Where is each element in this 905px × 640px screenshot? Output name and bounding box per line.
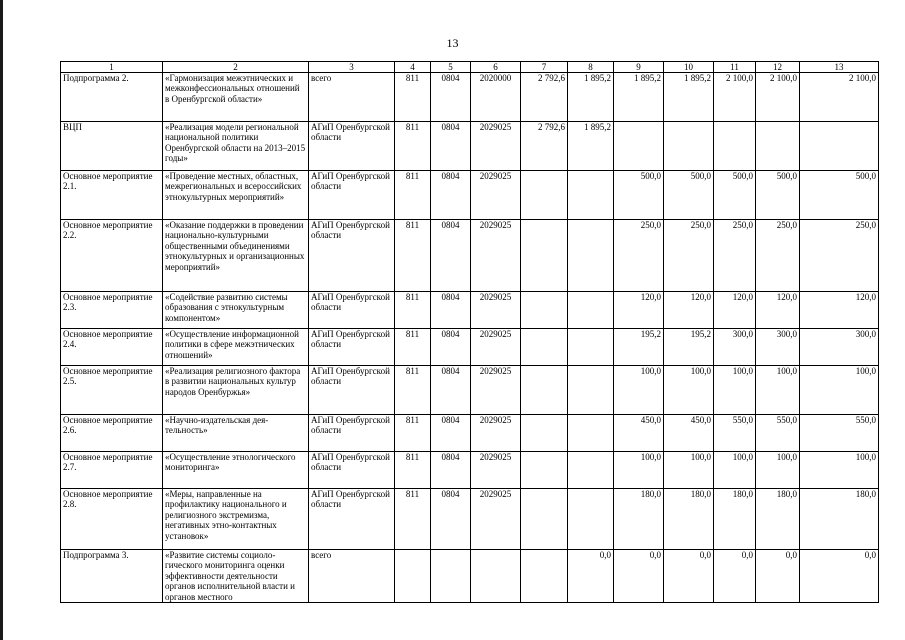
description-cell: «Реализация религиозного фактора в развитии национальных культур народов Оренбуржья» <box>163 366 309 415</box>
section-code-cell: 0804 <box>431 415 471 452</box>
column-header: 5 <box>431 62 471 73</box>
section-code-cell: 0804 <box>431 452 471 489</box>
value-col10: 0,0 <box>664 550 714 603</box>
section-code-cell: 0804 <box>431 171 471 220</box>
value-col9: 195,2 <box>614 329 664 366</box>
description-cell: «Гармонизация межэтнических и межконфессиональных отношений в Оренбургской области» <box>163 73 309 122</box>
section-code-cell <box>431 550 471 603</box>
executor-cell: всего <box>309 73 395 122</box>
value-col11: 120,0 <box>714 292 756 329</box>
value-col9: 100,0 <box>614 366 664 415</box>
value-col10: 100,0 <box>664 452 714 489</box>
executor-cell: АГиП Оренбургской области <box>309 329 395 366</box>
executor-cell: АГиП Оренбургской области <box>309 122 395 171</box>
value-col8: 1 895,2 <box>568 122 614 171</box>
section-code-cell: 0804 <box>431 220 471 292</box>
row-label: Основное мероприятие 2.8. <box>61 489 163 550</box>
value-col13 <box>800 122 879 171</box>
description-cell: «Научно-издательская деятельность» <box>163 415 309 452</box>
value-col10: 120,0 <box>664 292 714 329</box>
value-col8: 0,0 <box>568 550 614 603</box>
value-col9: 500,0 <box>614 171 664 220</box>
section-code-cell: 0804 <box>431 329 471 366</box>
description-cell: «Меры, направленные на профилактику национального и религиозного экстремизма, негативных этно-контактных установок» <box>163 489 309 550</box>
executor-cell: всего <box>309 550 395 603</box>
value-col7: 2 792,6 <box>521 122 568 171</box>
target-code-cell: 2020000 <box>471 73 521 122</box>
row-label: Основное мероприятие 2.5. <box>61 366 163 415</box>
value-col13: 2 100,0 <box>800 73 879 122</box>
target-code-cell: 2029025 <box>471 122 521 171</box>
grbs-code-cell: 811 <box>395 73 431 122</box>
value-col11: 550,0 <box>714 415 756 452</box>
description-cell: «Содействие развитию системы образования с этнокультурным компонентом» <box>163 292 309 329</box>
description-cell: «Реализация модели региональной национальной политики Оренбургской области на 2013–2015 годы» <box>163 122 309 171</box>
value-col13: 300,0 <box>800 329 879 366</box>
column-header: 3 <box>309 62 395 73</box>
column-header: 1 <box>61 62 163 73</box>
column-header: 11 <box>714 62 756 73</box>
description-cell: «Осуществление этнологического мониторинга» <box>163 452 309 489</box>
description-cell: «Осуществление информационной политики в сфере межэтнических отношений» <box>163 329 309 366</box>
target-code-cell: 2029025 <box>471 171 521 220</box>
section-code-cell: 0804 <box>431 122 471 171</box>
value-col9: 100,0 <box>614 452 664 489</box>
value-col11: 500,0 <box>714 171 756 220</box>
value-col10: 250,0 <box>664 220 714 292</box>
value-col10: 450,0 <box>664 415 714 452</box>
value-col9: 0,0 <box>614 550 664 603</box>
value-col13: 120,0 <box>800 292 879 329</box>
value-col13: 0,0 <box>800 550 879 603</box>
value-col12: 100,0 <box>756 366 800 415</box>
value-col7 <box>521 489 568 550</box>
value-col13: 500,0 <box>800 171 879 220</box>
grbs-code-cell: 811 <box>395 452 431 489</box>
value-col11: 300,0 <box>714 329 756 366</box>
value-col7 <box>521 366 568 415</box>
target-code-cell <box>471 550 521 603</box>
column-header: 13 <box>800 62 879 73</box>
row-label: Основное мероприятие 2.4. <box>61 329 163 366</box>
grbs-code-cell: 811 <box>395 415 431 452</box>
target-code-cell: 2029025 <box>471 489 521 550</box>
value-col10: 1 895,2 <box>664 73 714 122</box>
value-col12: 550,0 <box>756 415 800 452</box>
value-col12: 0,0 <box>756 550 800 603</box>
value-col13: 100,0 <box>800 366 879 415</box>
value-col8: 1 895,2 <box>568 73 614 122</box>
value-col9: 250,0 <box>614 220 664 292</box>
value-col7 <box>521 220 568 292</box>
value-col7 <box>521 329 568 366</box>
row-label: ВЦП <box>61 122 163 171</box>
table-row <box>61 550 879 603</box>
value-col11: 2 100,0 <box>714 73 756 122</box>
value-col8 <box>568 292 614 329</box>
section-code-cell: 0804 <box>431 292 471 329</box>
value-col7 <box>521 292 568 329</box>
column-header: 8 <box>568 62 614 73</box>
description-cell: «Оказание поддержки в проведении национально-культурными общественными объединениями этнокультурных и организационных мероприятий» <box>163 220 309 292</box>
target-code-cell: 2029025 <box>471 415 521 452</box>
grbs-code-cell: 811 <box>395 220 431 292</box>
value-col10: 500,0 <box>664 171 714 220</box>
executor-cell: АГиП Оренбургской области <box>309 415 395 452</box>
table-body <box>61 62 879 603</box>
executor-cell: АГиП Оренбургской области <box>309 452 395 489</box>
value-col13: 100,0 <box>800 452 879 489</box>
value-col8 <box>568 415 614 452</box>
value-col7 <box>521 171 568 220</box>
grbs-code-cell: 811 <box>395 171 431 220</box>
table-row <box>61 292 879 329</box>
value-col13: 550,0 <box>800 415 879 452</box>
value-col10: 180,0 <box>664 489 714 550</box>
page-edge <box>0 0 3 640</box>
grbs-code-cell: 811 <box>395 122 431 171</box>
table-row <box>61 329 879 366</box>
value-col12: 250,0 <box>756 220 800 292</box>
value-col11: 180,0 <box>714 489 756 550</box>
page-number: 13 <box>446 36 459 50</box>
target-code-cell: 2029025 <box>471 366 521 415</box>
value-col12 <box>756 122 800 171</box>
executor-cell: АГиП Оренбургской области <box>309 366 395 415</box>
value-col12: 120,0 <box>756 292 800 329</box>
value-col10 <box>664 122 714 171</box>
value-col9: 1 895,2 <box>614 73 664 122</box>
table-row <box>61 122 879 171</box>
section-code-cell: 0804 <box>431 73 471 122</box>
value-col11: 100,0 <box>714 366 756 415</box>
column-header: 9 <box>614 62 664 73</box>
value-col11 <box>714 122 756 171</box>
value-col7 <box>521 415 568 452</box>
table-row <box>61 415 879 452</box>
row-label: Подпрограмма 3. <box>61 550 163 603</box>
value-col10: 195,2 <box>664 329 714 366</box>
executor-cell: АГиП Оренбургской области <box>309 220 395 292</box>
target-code-cell: 2029025 <box>471 292 521 329</box>
value-col8 <box>568 489 614 550</box>
description-cell: «Развитие системы социологического мониторинга оценки эффективности деятельности органов исполнительной власти и органов местного <box>163 550 309 603</box>
value-col7 <box>521 550 568 603</box>
row-label: Основное мероприятие 2.1. <box>61 171 163 220</box>
target-code-cell: 2029025 <box>471 452 521 489</box>
column-header-row <box>61 62 879 73</box>
grbs-code-cell: 811 <box>395 329 431 366</box>
column-header: 12 <box>756 62 800 73</box>
value-col10: 100,0 <box>664 366 714 415</box>
table-row <box>61 73 879 122</box>
row-label: Основное мероприятие 2.3. <box>61 292 163 329</box>
column-header: 10 <box>664 62 714 73</box>
table-row <box>61 452 879 489</box>
description-cell: «Проведение местных, областных, межрегиональных и всероссийских этнокультурных мероприятий» <box>163 171 309 220</box>
value-col12: 100,0 <box>756 452 800 489</box>
section-code-cell: 0804 <box>431 489 471 550</box>
column-header: 4 <box>395 62 431 73</box>
target-code-cell: 2029025 <box>471 329 521 366</box>
value-col11: 0,0 <box>714 550 756 603</box>
grbs-code-cell <box>395 550 431 603</box>
value-col9: 450,0 <box>614 415 664 452</box>
column-header: 7 <box>521 62 568 73</box>
executor-cell: АГиП Оренбургской области <box>309 489 395 550</box>
value-col9 <box>614 122 664 171</box>
section-code-cell: 0804 <box>431 366 471 415</box>
value-col13: 180,0 <box>800 489 879 550</box>
value-col12: 2 100,0 <box>756 73 800 122</box>
value-col13: 250,0 <box>800 220 879 292</box>
value-col11: 250,0 <box>714 220 756 292</box>
table-row <box>61 489 879 550</box>
table-row <box>61 366 879 415</box>
value-col8 <box>568 220 614 292</box>
value-col7: 2 792,6 <box>521 73 568 122</box>
grbs-code-cell: 811 <box>395 292 431 329</box>
value-col7 <box>521 452 568 489</box>
row-label: Основное мероприятие 2.2. <box>61 220 163 292</box>
target-code-cell: 2029025 <box>471 220 521 292</box>
value-col12: 300,0 <box>756 329 800 366</box>
grbs-code-cell: 811 <box>395 366 431 415</box>
executor-cell: АГиП Оренбургской области <box>309 292 395 329</box>
value-col12: 500,0 <box>756 171 800 220</box>
row-label: Основное мероприятие 2.6. <box>61 415 163 452</box>
value-col9: 180,0 <box>614 489 664 550</box>
table-row <box>61 220 879 292</box>
value-col8 <box>568 366 614 415</box>
column-header: 2 <box>163 62 309 73</box>
budget-table <box>60 61 879 603</box>
row-label: Основное мероприятие 2.7. <box>61 452 163 489</box>
value-col8 <box>568 171 614 220</box>
value-col8 <box>568 329 614 366</box>
value-col11: 100,0 <box>714 452 756 489</box>
row-label: Подпрограмма 2. <box>61 73 163 122</box>
grbs-code-cell: 811 <box>395 489 431 550</box>
executor-cell: АГиП Оренбургской области <box>309 171 395 220</box>
value-col9: 120,0 <box>614 292 664 329</box>
table-row <box>61 171 879 220</box>
column-header: 6 <box>471 62 521 73</box>
value-col8 <box>568 452 614 489</box>
value-col12: 180,0 <box>756 489 800 550</box>
